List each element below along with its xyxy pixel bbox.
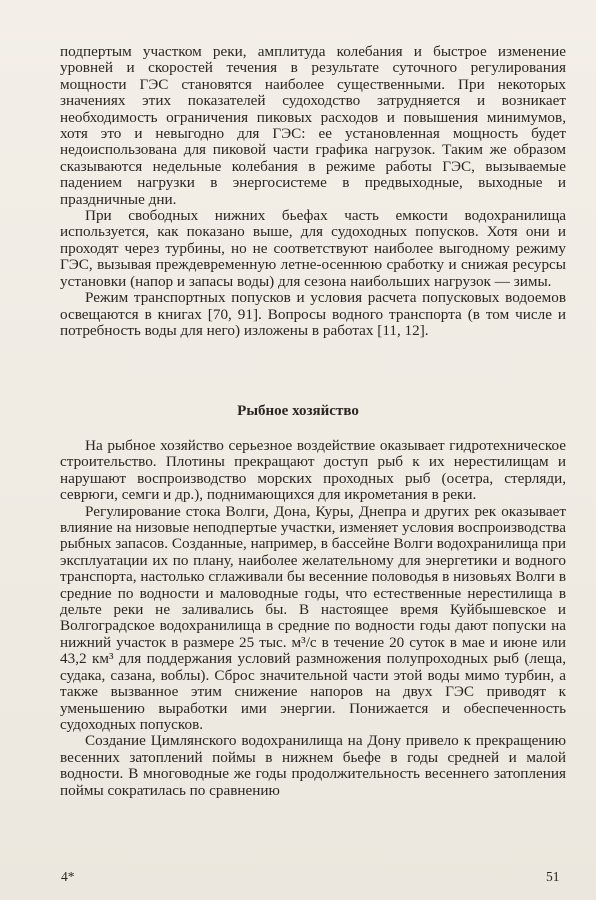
- body-text-top: [60, 44, 566, 339]
- body-text-bottom: [60, 438, 566, 799]
- paragraph-continuation: подпертым участком реки, амплитуда колебания и быстрое изменение уровней и скоростей течения в результате суточного регулирования мощности ГЭС становятся наиболее существенными. При некоторых значениях этих показателей судоходство затрудняется и возникает необходимость ограничения пиковых расходов и повышения минимумов, хотя это и невыгодно для ГЭС: ее установленная мощность будет недоиспользована для пиковой части графика нагрузок. Таким же образом сказываются недельные колебания в режиме работы ГЭС, вызываемые падением нагрузки в энергосистеме в предвыходные, выходные и праздничные дни.: [60, 43, 566, 208]
- paragraph-flow-regulation: Регулирование стока Волги, Дона, Куры, Днепра и других рек оказывает влияние на низовые неподпертые участки, изменяет условия воспроизводства рыбных запасов. Созданные, например, в бассейне Волги водохранилища при эксплуатации их по плану, наиболее желательному для энергетики и водного транспорта, настолько сглаживали бы весенние половодья в низовьях Волги в средние по водности и маловодные годы, что естественные нерестилища в дельте реки не заливались бы. В настоящее время Куйбышевское и Волгоградское водохранилища в средние по водности годы дают попуски на нижний участок в размере 25 тыс. м³/с в течение 20 суток в мае и июне или 43,2 км³ для поддержания условий размножения полупроходных рыб (леща, судака, сазана, воблы). Сброс значительной части этой воды мимо турбин, а также вызванное этим снижение напоров на двух ГЭС приводят к уменьшению выработки ими энергии. Понижается и обеспеченность судоходных попусков.: [60, 502, 566, 733]
- paragraph-fisheries-impact: На рыбное хозяйство серьезное воздействие оказывает гидротехническое строительство. Плотины прекращают доступ рыб к их нерестилищам и нарушают воспроизводство морских проходных рыб (осетра, стерляди, севрюги, семги и др.), поднимающихся для икрометания в реки.: [60, 437, 566, 504]
- section-heading: Рыбное хозяйство: [237, 403, 359, 419]
- paragraph-tsimlyansk: Создание Цимлянского водохранилища на Дону привело к прекращению весенних затоплений поймы в нижнем бьефе в годы средней и малой водности. В многоводные же годы продолжительность весеннего затопления поймы сократилась по сравнению: [60, 732, 566, 799]
- signature-mark: 4*: [61, 869, 75, 884]
- page-number: 51: [546, 869, 560, 884]
- paragraph-free-tailwater: При свободных нижних бьефах часть емкости водохранилища используется, как показано выше, для судоходных попусков. Хотя они и проходят через турбины, но не соответствуют наиболее выгодному режиму ГЭС, вызывая преждевременную летне-осеннюю сработку и снижая ресурсы установки (напор и запасы воды) для сезона наибольших нагрузок — зимы.: [60, 207, 566, 290]
- paragraph-transport-references: Режим транспортных попусков и условия расчета попусковых водоемов освещаются в книгах [70, 91]. Вопросы водного транспорта (в том числе и потребность воды для него) изложены в работах [11, 12].: [60, 289, 566, 339]
